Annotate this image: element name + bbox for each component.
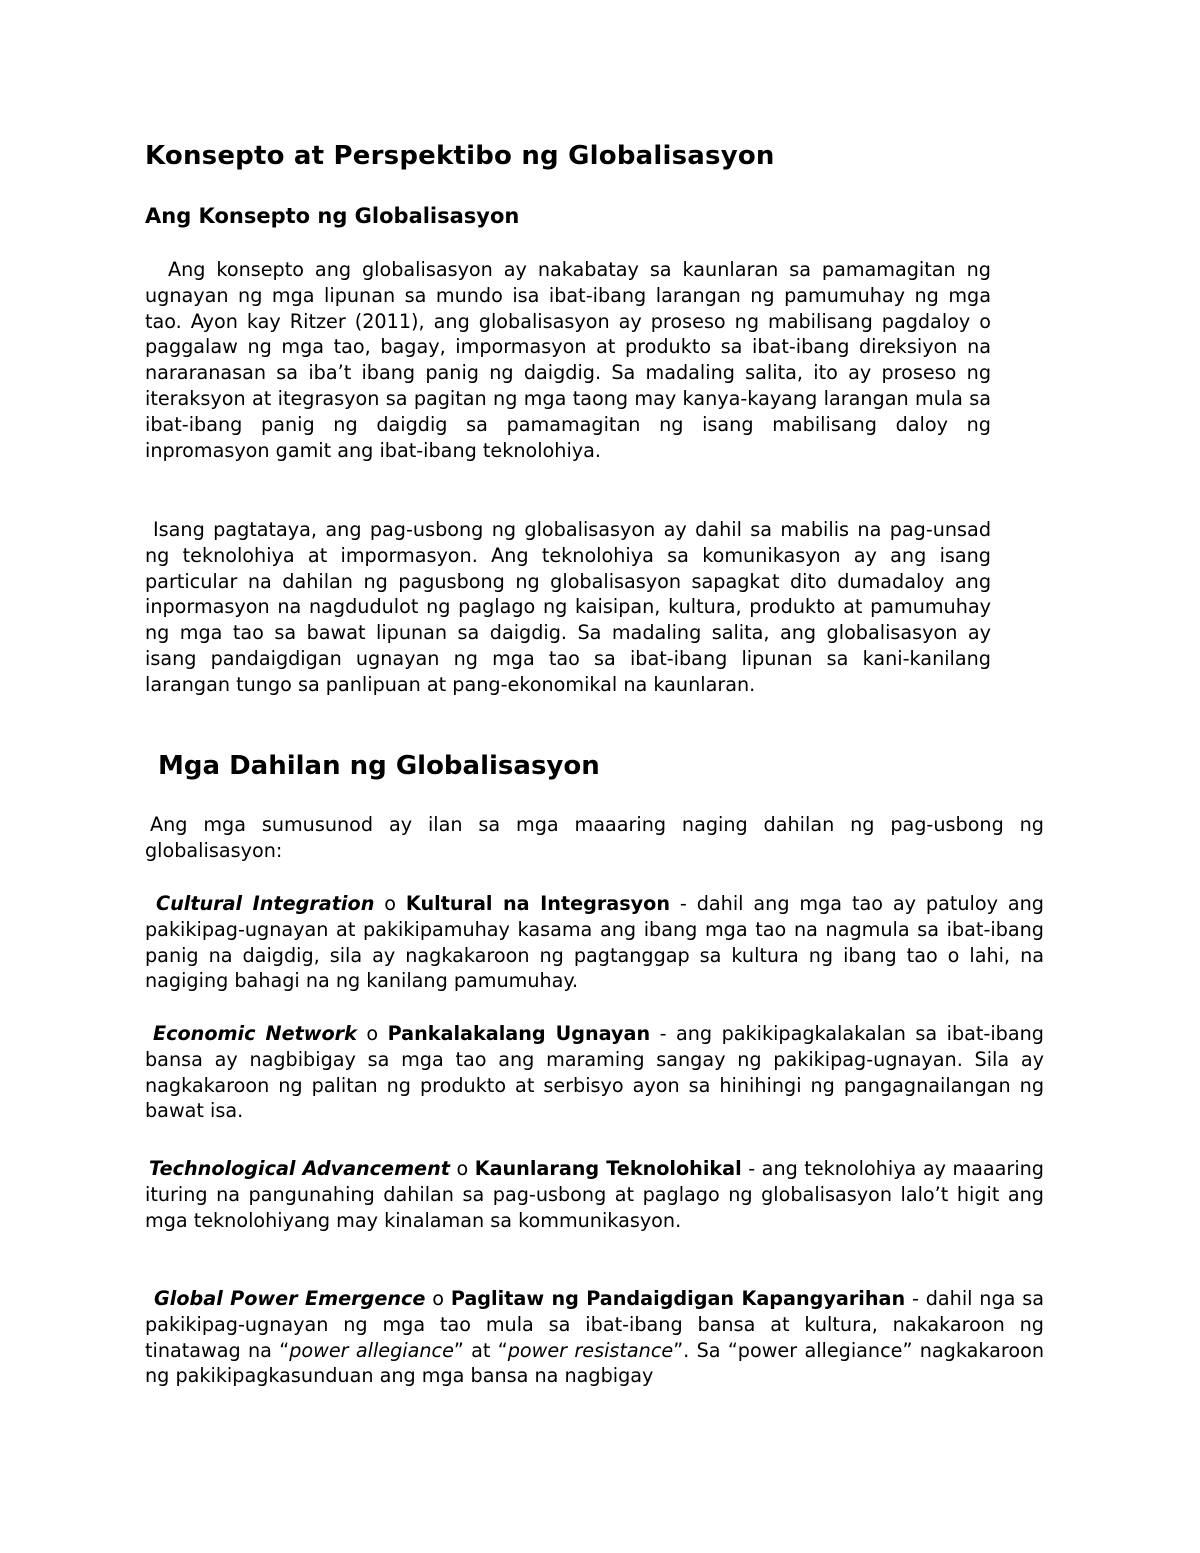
cause-connector: o	[374, 892, 406, 915]
cause-description-end: ”. Sa “power allegiance” nagkakaroon ng pakikipagkasunduan ang mga bansa na nagbigay	[145, 1338, 1044, 1388]
section-heading-konsepto: Ang Konsepto ng Globalisasyon	[145, 204, 520, 228]
cause-term-english: Technological Advancement	[149, 1157, 450, 1180]
cause-global-power-emergence	[145, 1286, 1044, 1389]
cause-term-english: Cultural Integration	[156, 892, 375, 915]
cause-description: - ang teknolohiya ay maaaring ituring na pangunahing dahilan sa pag-usbong at paglago ng globalisasyon lalo’t higit ang mga teknolohiyang may kinalaman sa kommunikasyon.	[145, 1157, 1044, 1232]
cause-term-english: Global Power Emergence	[154, 1287, 426, 1310]
cause-technological-advancement	[145, 1156, 1044, 1233]
cause-term-tagalog: Pankalakalang Ugnayan	[387, 1022, 651, 1045]
cause-connector: o	[449, 1157, 475, 1180]
emphasis-power-resistance: power resistance	[507, 1338, 674, 1362]
cause-connector: o	[356, 1022, 388, 1045]
cause-description: - ang pakikipagkalakalan sa ibat-ibang bansa ay nagbibigay sa mga tao ang maraming sangay ng pakikipag-ugnayan. Sila ay nagkakaroon ng palitan ng produkto at serbisyo ayon sa hinihingi ng pangagnailangan ng bawat isa.	[145, 1022, 1044, 1123]
paragraph-konsepto-definition: Ang konsepto ang globalisasyon ay nakabatay sa kaunlaran sa pamamagitan ng ugnayan ng mga lipunan sa mundo isa ibat-ibang larangan ng pamumuhay ng mga tao. Ayon kay Ritzer (2011), ang globalisasyon ay proseso ng mabilisang pagdaloy o paggalaw ng mga tao, bagay, impormasyon at produkto sa ibat-ibang direksiyon na nararanasan sa iba’t ibang panig ng daigdig. Sa madaling salita, ito ay proseso ng iteraksyon at itegrasyon sa pagitan ng mga taong may kanya-kayang larangan mula sa ibat-ibang panig ng daigdig sa pamamagitan ng isang mabilisang daloy ng inpromasyon gamit ang ibat-ibang teknolohiya.	[145, 258, 991, 462]
cause-description: - dahil nga sa pakikipag-ugnayan ng mga tao mula sa ibat-ibang bansa at kultura, nakakaroon ng tinatawag na “	[145, 1287, 1044, 1362]
cause-term-tagalog: Paglitaw ng Pandaigdigan Kapangyarihan	[450, 1287, 906, 1310]
document-title: Konsepto at Perspektibo ng Globalisasyon	[145, 141, 775, 171]
cause-term-english: Economic Network	[153, 1022, 357, 1045]
cause-term-tagalog: Kultural na Integrasyon	[405, 892, 670, 915]
cause-cultural-integration	[145, 891, 1044, 994]
cause-description-cont: ” at “	[453, 1338, 508, 1362]
paragraph-konsepto-pagtataya: Isang pagtataya, ang pag-usbong ng globalisasyon ay dahil sa mabilis na pag-unsad ng teknolohiya at impormasyon. Ang teknolohiya sa komunikasyon ay ang isang particular na dahilan ng pagusbong ng globalisasyon sapagkat dito dumadaloy ang inpormasyon na nagdudulot ng paglago ng kaisipan, kultura, produkto at pamumuhay ng mga tao sa bawat lipunan sa daigdig. Sa madaling salita, ang globalisasyon ay isang pandaigdigan ugnayan ng mga tao sa ibat-ibang lipunan sa kani-kanilang larangan tungo sa panlipuan at pang-ekonomikal na kaunlaran.	[145, 518, 991, 696]
emphasis-power-allegiance: power allegiance	[289, 1338, 454, 1362]
section-heading-dahilan: Mga Dahilan ng Globalisasyon	[158, 751, 600, 781]
paragraph-dahilan-intro: Ang mga sumusunod ay ilan sa mga maaaring naging dahilan ng pag-usbong ng globalisasyon:	[145, 813, 1044, 862]
cause-term-tagalog: Kaunlarang Teknolohikal	[474, 1157, 742, 1180]
cause-economic-network	[145, 1021, 1044, 1124]
cause-connector: o	[425, 1287, 451, 1310]
cause-description: - dahil ang mga tao ay patuloy ang pakikipag-ugnayan at pakikipamuhay kasama ang ibang mga tao na nagmula sa ibat-ibang panig na daigdig, sila ay nagkakaroon ng pagtanggap sa kultura ng ibang tao o lahi, na nagiging bahagi na ng kanilang pamumuhay.	[145, 892, 1044, 993]
